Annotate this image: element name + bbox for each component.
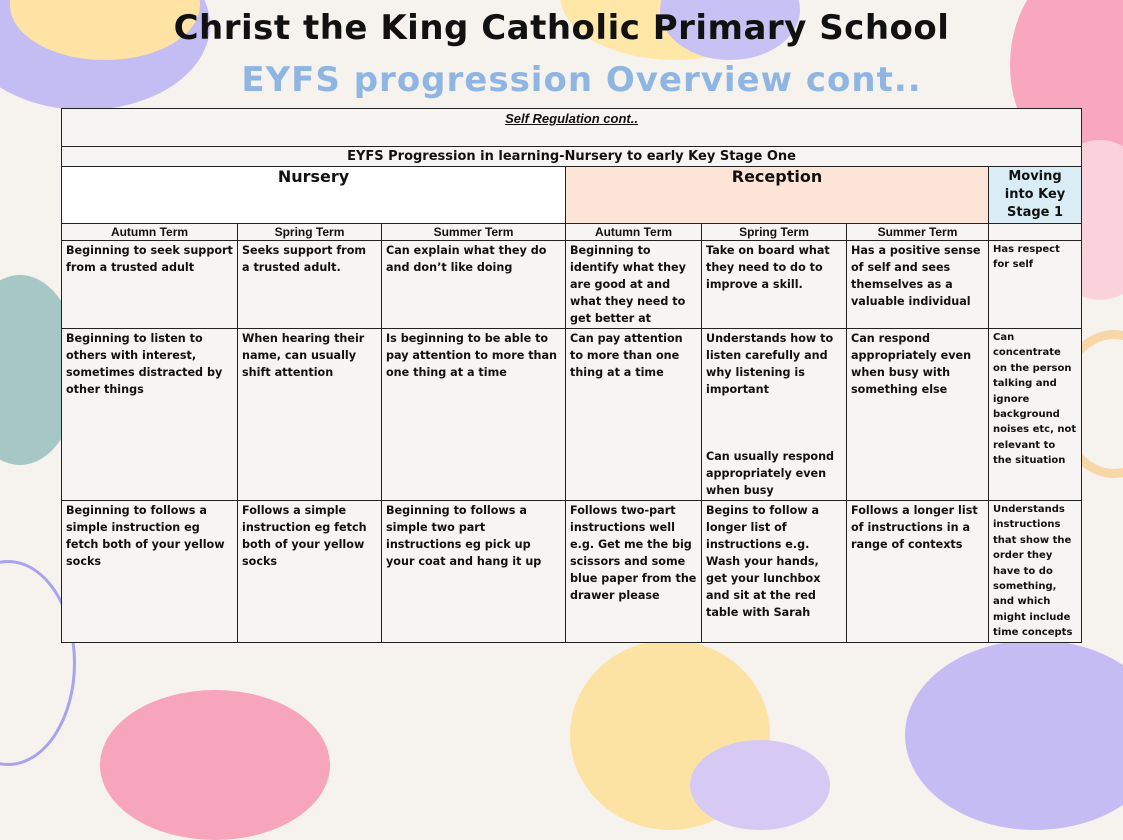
table-cell: Is beginning to be able to pay attention to more than one thing at a time bbox=[382, 329, 566, 501]
term-header: Spring Term bbox=[238, 224, 382, 241]
phase-reception: Reception bbox=[566, 167, 989, 224]
table-cell: Follows a longer list of instructions in a range of contexts bbox=[847, 501, 989, 643]
cell-text-extra: Can usually respond appropriately even when busy bbox=[706, 450, 835, 497]
cell-text: Understands how to listen carefully and why listening is important bbox=[706, 332, 834, 396]
table-cell: Beginning to identify what they are good at and what they need to get better at bbox=[566, 241, 702, 329]
decor-blob-purple-bottom-right bbox=[905, 640, 1123, 830]
decor-blob-lilac-bottom bbox=[690, 740, 830, 830]
table-cell: Can concentrate on the person talking and ignore background noises etc, not relevant to the situation bbox=[989, 329, 1082, 501]
decor-blob-pink-bottom bbox=[100, 690, 330, 840]
term-header: Summer Term bbox=[382, 224, 566, 241]
school-name: Christ the King Catholic Primary School bbox=[173, 8, 950, 48]
table-cell-multi bbox=[702, 329, 847, 501]
phase-ks1: Moving into Key Stage 1 bbox=[989, 167, 1082, 224]
table-cell: Understands instructions that show the order they have to do something, and which might include time concepts bbox=[989, 501, 1082, 643]
table-cell: Beginning to listen to others with interest, sometimes distracted by other things bbox=[62, 329, 238, 501]
page-subtitle: EYFS progression Overview cont.. bbox=[241, 60, 922, 100]
table-cell: Beginning to follows a simple instruction eg fetch both of your yellow socks bbox=[62, 501, 238, 643]
table-row bbox=[62, 241, 1082, 329]
table-cell: Can respond appropriately even when busy with something else bbox=[847, 329, 989, 501]
terms-row bbox=[62, 224, 1082, 241]
table-cell: Follows two-part instructions well e.g. Get me the big scissors and some blue paper from the drawer please bbox=[566, 501, 702, 643]
term-header: Summer Term bbox=[847, 224, 989, 241]
term-header: Autumn Term bbox=[566, 224, 702, 241]
table-row bbox=[62, 329, 1082, 501]
table-cell: Beginning to seek support from a trusted adult bbox=[62, 241, 238, 329]
phase-nursery: Nursery bbox=[62, 167, 566, 224]
term-header: Spring Term bbox=[702, 224, 847, 241]
table-cell: When hearing their name, can usually shift attention bbox=[238, 329, 382, 501]
table-cell: Can explain what they do and don’t like doing bbox=[382, 241, 566, 329]
table-cell: Beginning to follows a simple two part instructions eg pick up your coat and hang it up bbox=[382, 501, 566, 643]
section-title: Self Regulation cont.. bbox=[62, 109, 1082, 147]
term-header: Autumn Term bbox=[62, 224, 238, 241]
progression-table bbox=[61, 108, 1082, 643]
table-row bbox=[62, 501, 1082, 643]
table-cell: Has respect for self bbox=[989, 241, 1082, 329]
progression-title: EYFS Progression in learning-Nursery to early Key Stage One bbox=[62, 147, 1082, 167]
table-cell: Begins to follow a longer list of instructions e.g. Wash your hands, get your lunchbox and sit at the red table with Sarah bbox=[702, 501, 847, 643]
table-cell: Follows a simple instruction eg fetch both of your yellow socks bbox=[238, 501, 382, 643]
table-cell: Take on board what they need to do to improve a skill. bbox=[702, 241, 847, 329]
table-cell: Has a positive sense of self and sees themselves as a valuable individual bbox=[847, 241, 989, 329]
table-cell: Seeks support from a trusted adult. bbox=[238, 241, 382, 329]
table-cell: Can pay attention to more than one thing at a time bbox=[566, 329, 702, 501]
